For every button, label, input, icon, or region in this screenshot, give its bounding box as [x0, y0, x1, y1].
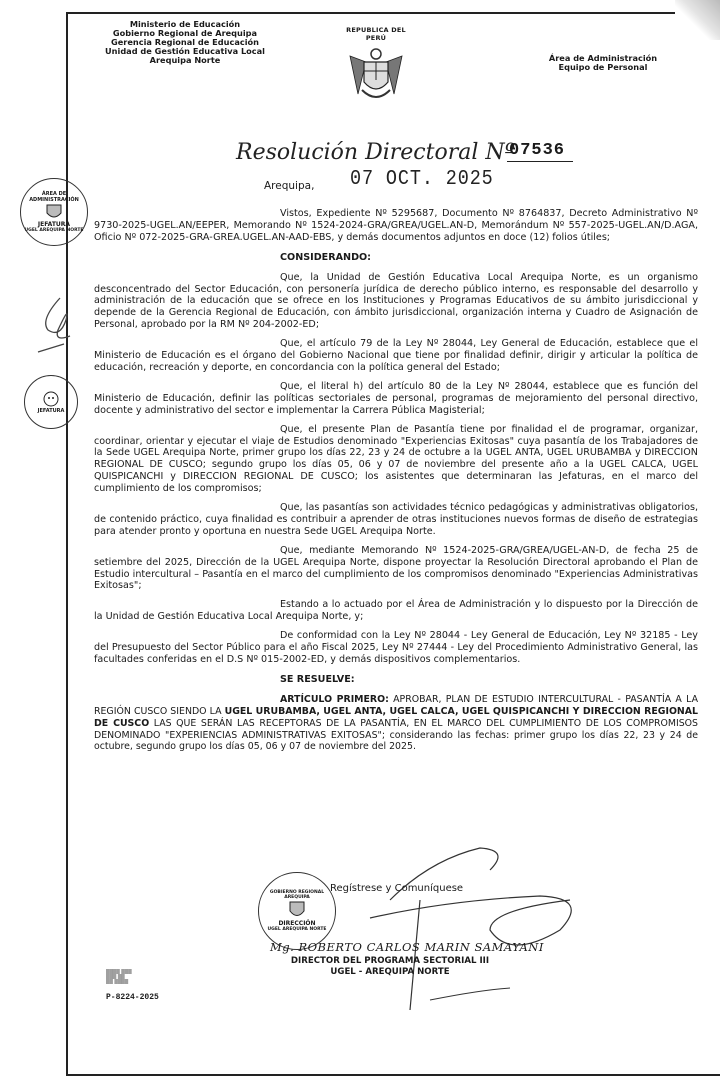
jefatura-seal [24, 375, 78, 429]
seal-text: ÁREA DE ADMINISTRACIÓN [29, 191, 79, 203]
coat-of-arms-icon [286, 900, 308, 920]
header-line: Arequipa Norte [149, 55, 221, 65]
seal-text: JEFATURA [37, 408, 65, 414]
considerando-heading: CONSIDERANDO: [280, 251, 372, 263]
article-label: ARTÍCULO PRIMERO: [280, 693, 389, 705]
seal-text: JEFATURA [37, 221, 71, 228]
crest-caption: REPUBLICA DEL PERÚ [346, 26, 406, 42]
article-entities: UGEL URUBAMBA, UGEL ANTA, UGEL CALCA, UGEL QUISPICANCHI Y DIRECCION REGIONAL DE CUSCO [94, 705, 698, 729]
header-line: Gerencia Regional de Educación [111, 37, 259, 47]
page-curl [675, 0, 720, 40]
signatory-role [290, 956, 490, 978]
considerando-paragraph: Que, mediante Memorando Nº 1524-2025-GRA/GREA/UGEL-AN-D, de fecha 25 de setiembre del 2025, Dirección de la UGEL Arequipa Norte, dispone proyectar la Resolución Directoral aprobando el Plan de Estudio intercultural – Pasantía en el marco del cumplimiento de los compromisos denominado "Experiencias Administrativas Exitosas"; [94, 544, 698, 592]
header-line: Gobierno Regional de Arequipa [112, 28, 258, 38]
considerando-paragraph: Que, las pasantías son actividades técnico pedagógicas y administrativas obligatorios, de contenido práctico, cuya finalidad es contribuir a aprender de otras instituciones nuevos formas de diseño de estrategias para atender pronto y oportuna en nuestra Sede UGEL Arequipa Norte. [94, 502, 698, 537]
role-line: UGEL - AREQUIPA NORTE [330, 967, 450, 977]
resolution-number: 07536 [507, 141, 573, 162]
closing-formula: Regístrese y Comuníquese [330, 883, 464, 894]
seal-text: GOBIERNO REGIONAL AREQUIPA [269, 890, 325, 900]
considerando-paragraph: Que, el artículo 79 de la Ley Nº 28044, Ley General de Educación, establece que el Ministerio de Educación es el órgano del Gobierno Nacional que tiene por finalidad definir, dirigir y articular la política de educación, recreación y deporte, en concordancia con la política general del Estado; [94, 338, 698, 373]
director-signature [310, 840, 640, 1020]
header-line: Área de Administración [548, 53, 658, 63]
considerando-paragraph: Estando a lo actuado por el Área de Administración y lo dispuesto por la Dirección de la Unidad de Gestión Educativa Local Arequipa Norte, y; [94, 599, 698, 623]
initials-signature [30, 290, 90, 360]
institution-header [100, 20, 270, 65]
considerando-paragraph: Que, la Unidad de Gestión Educativa Local Arequipa Norte, es un organismo desconcentrado del Sector Educación, con personería jurídica de derecho público interno, es responsable del desarrollo y administración de la educación que se ofrece en los Instituciones y Programas Educativos de su ámbito jurisdiccional y depende de la Gerencia Regional de Educación, con ámbito jurisdiccional, organización interna y Cuadro de Asignación de Personal, aprobado por la RM Nº 204-2002-ED; [94, 271, 698, 331]
department-header [548, 54, 658, 72]
considerando-paragraph: Que, el literal h) del artículo 80 de la Ley Nº 28044, establece que es función del Ministerio de Educación, definir las políticas sectoriales de personal, programas de mejoramiento del personal directivo, docente y administrativo del sector e implementar la Carrera Pública Magisterial; [94, 380, 698, 416]
document-reference: P-8224-2025 [106, 993, 159, 1002]
header-line: Ministerio de Educación [129, 19, 241, 29]
header-line: Unidad de Gestión Educativa Local [105, 46, 265, 56]
considerando-paragraph: Que, el presente Plan de Pasantía tiene por finalidad el de programar, organizar, coordinar, orientar y ejecutar el viaje de Estudios denominado "Experiencias Exitosas" cuya pasantía de los Trabajadores de la Sede UGEL Arequipa Norte, primer grupo los días 22, 23 y 24 de octubre a la UGEL ANTA, UGEL URUBAMBA y DIRECCION REGIONAL DE CUSCO; segundo grupo los días 05, 06 y 07 de noviembre del presente año a la UGEL CALCA, UGEL QUISPICANCHI y DIRECCION REGIONAL DE CUSCO; los asistentes que determinaran las Jefaturas, en el marco del cumplimiento de los compromisos; [94, 423, 698, 495]
considerando-paragraph: De conformidad con la Ley Nº 28044 - Ley General de Educación, Ley Nº 32185 - Ley del Presupuesto del Sector Público para el año Fiscal 2025, Ley Nº 27444 - Ley del Procedimiento Administrativo General, las facultades conferidas en el D.S Nº 015-2002-ED, y demás dispositivos complementarios. [94, 630, 698, 665]
signatory-name: Mg. ROBERTO CARLOS MARIN SAMAYANI [270, 940, 544, 954]
article-text: LAS QUE SERÁN LAS RECEPTORAS DE LA PASANTÍA, EN EL MARCO DEL CUMPLIMIENTO DE LOS COMPROMISOS DENOMINADO "EXPERIENCIAS ADMINISTRATIVAS EXITOSAS"; considerando las fechas: primer grupo los días 22, 23 y 24 de octubre, segundo grupo los días 05, 06 y 07 de noviembre del 2025. [94, 717, 698, 753]
date-stamp: 07 OCT. 2025 [350, 168, 494, 191]
issue-city: Arequipa, [264, 180, 315, 192]
article-first [94, 694, 698, 754]
resuelve-heading: SE RESUELVE: [280, 673, 355, 685]
coat-of-arms-icon [44, 203, 64, 221]
distribution-notes: ▒▒▒▒ ▒▒▒ ▒▒▒ ▒▒ ▒▒ ▒▒▒▒ [106, 970, 132, 985]
article-text: APROBAR, PLAN DE ESTUDIO INTERCULTURAL - PASANTÍA A LA REGIÓN CUSCO SIENDO LA [94, 693, 698, 717]
peru-coat-of-arms [336, 26, 416, 98]
coat-of-arms-icon [336, 42, 416, 104]
seal-text: UGEL AREQUIPA NORTE [267, 927, 327, 932]
document-body [94, 208, 698, 760]
face-emblem-icon [42, 390, 60, 408]
seal-text: UGEL AREQUIPA NORTE [24, 228, 84, 233]
seal-text: DIRECCIÓN [278, 920, 316, 927]
role-line: DIRECTOR DEL PROGRAMA SECTORIAL III [290, 956, 490, 966]
admin-area-seal [20, 178, 88, 246]
header-line: Equipo de Personal [558, 62, 648, 72]
document-title: Resolución Directoral Nº [236, 140, 515, 165]
vistos-paragraph: Vistos, Expediente Nº 5295687, Documento Nº 8764837, Decreto Administrativo Nº 9730-2025-UGEL.AN/EEPER, Memorando Nº 1524-2024-GRA/GREA/UGEL.AN-D, Memorándum Nº 557-2025-UGEL.AN/D.AGA, Oficio Nº 072-2025-GRA-GREA.UGEL.AN-AAD-EBS, y demás documentos adjuntos en doce (12) folios útiles; [94, 208, 698, 243]
